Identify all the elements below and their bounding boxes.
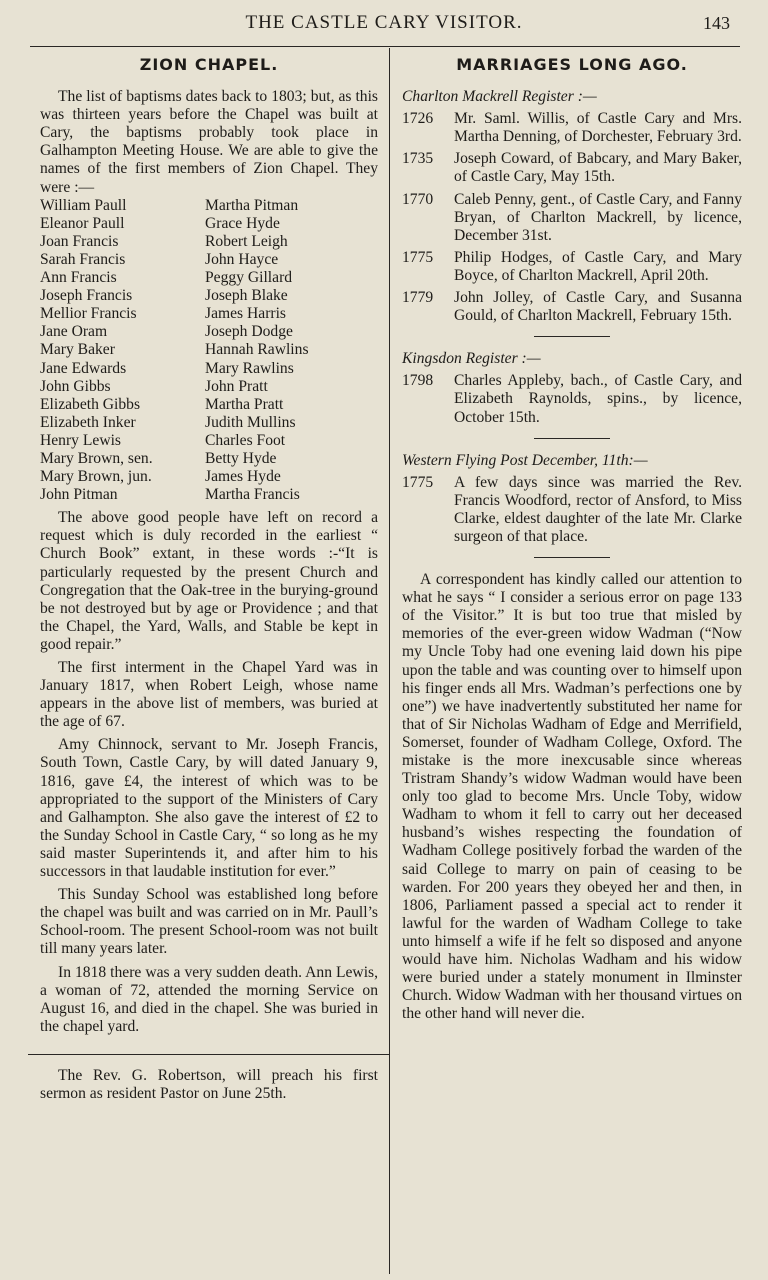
entry-text: A few days since was married the Rev. Francis Woodford, rector of Ansford, to Miss Clarke, eldest daughter of the late Mr. Clarke surgeon of that place.	[454, 473, 742, 545]
member-name: Mary Baker	[40, 341, 115, 359]
zion-chapel-heading: ZION CHAPEL.	[139, 55, 279, 74]
member-name: John Gibbs	[40, 377, 111, 395]
entry-year: 1775	[402, 248, 434, 266]
entry-text: Charles Appleby, bach., of Castle Cary, and Elizabeth Raynolds, spins., by licence, October 15th.	[454, 372, 742, 426]
marriage-entry	[402, 474, 742, 546]
member-name: Robert Leigh	[205, 232, 288, 250]
member-name: Martha Pitman	[205, 196, 299, 214]
short-rule	[534, 438, 610, 439]
member-name: John Pitman	[40, 486, 118, 504]
member-name: Peggy Gillard	[205, 269, 293, 287]
member-names-left	[40, 197, 205, 505]
marriage-entry	[402, 110, 742, 146]
header-rule	[30, 46, 740, 47]
member-name: Martha Francis	[205, 486, 300, 504]
member-names	[40, 197, 378, 505]
entry-year: 1775	[402, 473, 434, 491]
member-name: Charles Foot	[205, 431, 286, 449]
member-name: Mary Rawlins	[205, 359, 294, 377]
entry-text: Philip Hodges, of Castle Cary, and Mary Boyce, of Charlton Mackrell, April 20th.	[454, 248, 742, 284]
paragraph-oak-tree: The above good people have left on record a request which is duly recorded in the earliest “ Church Book” extant, in these words :-“It is particularly requested by the present Church and Congregation that the Oak-tree in the burying-ground be not destroyed but by age or Providence ; and that the Chapel, the Yard, Walls, and Stable be kept in good repair.”	[40, 509, 378, 653]
member-name: Henry Lewis	[40, 431, 121, 449]
member-name: Mary Brown, jun.	[40, 468, 152, 486]
member-name: Grace Hyde	[205, 214, 280, 232]
correspondent-paragraph: A correspondent has kindly called our attention to what he says “ I consider a serious error on page 133 of the Visitor.” It is but too true that misled by memories of the ever-green widow Wadman (“Now my Uncle Toby had one evening laid down his pipe upon the table and was counting over to himself upon his finger ends all Mrs. Wadman’s perfections one by one”) we have inadvertently substituted her name for that of Sir Nicholas Wadham of Edge and Merrifield, Somerset, founder of Wadham College, Oxford. The mistake is the more inexcusable since whereas Tristram Shandy’s widow Wadman would have been only too glad to become Mrs. Uncle Toby, widow Wadham to whom it fell to carry out her deceased husband’s wishes respecting the foundation of Wadham College positively forbad the warden of the said College to marry on pain of ceasing to be warden. For 200 years they obeyed her and then, in 1806, Parliament passed a special act to render it lawful for the warden of Wadham College to take unto himself a wife if he felt so disposed and anyone would have him. Nicholas Wadham and his widow were buried under a stately monument in Ilminster Church. Widow Wadman with her thousand virtues on the other hand will never die.	[402, 571, 742, 1023]
paragraph-sudden-death: In 1818 there was a very sudden death. Ann Lewis, a woman of 72, attended the morning Service on August 16, and died in the chapel. She was buried in the chapel yard.	[40, 963, 378, 1035]
running-title: THE CASTLE CARY VISITOR.	[245, 12, 523, 33]
member-name: Joan Francis	[40, 232, 119, 250]
charlton-register-title: Charlton Mackrell Register :—	[402, 88, 597, 106]
member-name: Eleanor Paull	[40, 214, 125, 232]
column-divider	[389, 48, 390, 1274]
member-name: Judith Mullins	[205, 413, 296, 431]
member-name: Elizabeth Inker	[40, 413, 136, 431]
short-rule	[534, 557, 610, 558]
member-name: Sarah Francis	[40, 250, 126, 268]
short-rule	[534, 336, 610, 337]
marriage-entry	[402, 372, 742, 426]
zion-intro: The list of baptisms dates back to 1803; but, as this was thirteen years before the Chapel was built at Cary, the baptisms probably took place in Galhampton Meeting House. We are able to give the names of the first members of Zion Chapel. They were :—	[40, 88, 378, 196]
marriages-heading: MARRIAGES LONG AGO.	[456, 55, 688, 74]
paragraph-amy-chinnock: Amy Chinnock, servant to Mr. Joseph Francis, South Town, Castle Cary, by will dated January 9, 1816, gave £4, the interest of which was to be appropriated to the support of the Ministers of Cary and Galhampton. She also gave the interest of £2 to the Sunday School in Castle Cary, “ so long as he my said master Superintends it, and after him to his successors in that laudable institution for ever.”	[40, 736, 378, 881]
member-name: Mary Brown, sen.	[40, 449, 153, 467]
entry-year: 1779	[402, 289, 434, 307]
paragraph-sunday-school: This Sunday School was established long before the chapel was built and was carried on in Mr. Paull’s School-room. The present School-room was not built till many years later.	[40, 886, 378, 958]
member-name: Hannah Rawlins	[205, 341, 309, 359]
member-name: James Hyde	[205, 468, 281, 486]
section-rule	[28, 1054, 390, 1055]
entry-text: Mr. Saml. Willis, of Castle Cary and Mrs. Martha Denning, of Dorchester, February 3rd.	[454, 110, 742, 146]
member-name: Ann Francis	[40, 269, 117, 287]
member-name: Martha Pratt	[205, 395, 284, 413]
entry-text: John Jolley, of Castle Cary, and Susanna Gould, of Charlton Mackrell, February 15th.	[454, 289, 742, 325]
running-header	[0, 0, 768, 46]
member-name: Jane Oram	[40, 323, 108, 341]
member-name: Betty Hyde	[205, 449, 277, 467]
kingsdon-register-title: Kingsdon Register :—	[402, 350, 541, 368]
entry-text: Joseph Coward, of Babcary, and Mary Baker, of Castle Cary, May 15th.	[454, 150, 742, 186]
member-name: James Harris	[205, 305, 286, 323]
member-name: Elizabeth Gibbs	[40, 395, 141, 413]
member-name: Joseph Dodge	[205, 323, 293, 341]
zion-chapel-column	[40, 56, 378, 1103]
member-name: Joseph Blake	[205, 287, 288, 305]
member-name: John Hayce	[205, 250, 279, 268]
western-flying-post-title: Western Flying Post December, 11th:—	[402, 451, 648, 469]
member-names-right	[205, 197, 378, 505]
entry-year: 1726	[402, 110, 434, 128]
member-name: Jane Edwards	[40, 359, 127, 377]
page-number: 143	[703, 13, 730, 33]
marriage-entry	[402, 191, 742, 245]
paragraph-first-interment: The first interment in the Chapel Yard was in January 1817, when Robert Leigh, whose name appears in the above list of members, was buried at the age of 67.	[40, 659, 378, 731]
member-name: Mellior Francis	[40, 305, 137, 323]
marriage-entry	[402, 150, 742, 186]
member-name: Joseph Francis	[40, 287, 133, 305]
entry-year: 1798	[402, 372, 434, 390]
entry-text: Caleb Penny, gent., of Castle Cary, and Fanny Bryan, of Charlton Mackrell, by licence, December 31st.	[454, 190, 742, 244]
marriages-column	[402, 56, 742, 1023]
entry-year: 1735	[402, 150, 434, 168]
marriage-entry	[402, 289, 742, 325]
member-name: John Pratt	[205, 377, 268, 395]
entry-year: 1770	[402, 190, 434, 208]
pastor-notice: The Rev. G. Robertson, will preach his first sermon as resident Pastor on June 25th.	[40, 1066, 378, 1102]
marriage-entry	[402, 249, 742, 285]
member-name: William Paull	[40, 196, 127, 214]
